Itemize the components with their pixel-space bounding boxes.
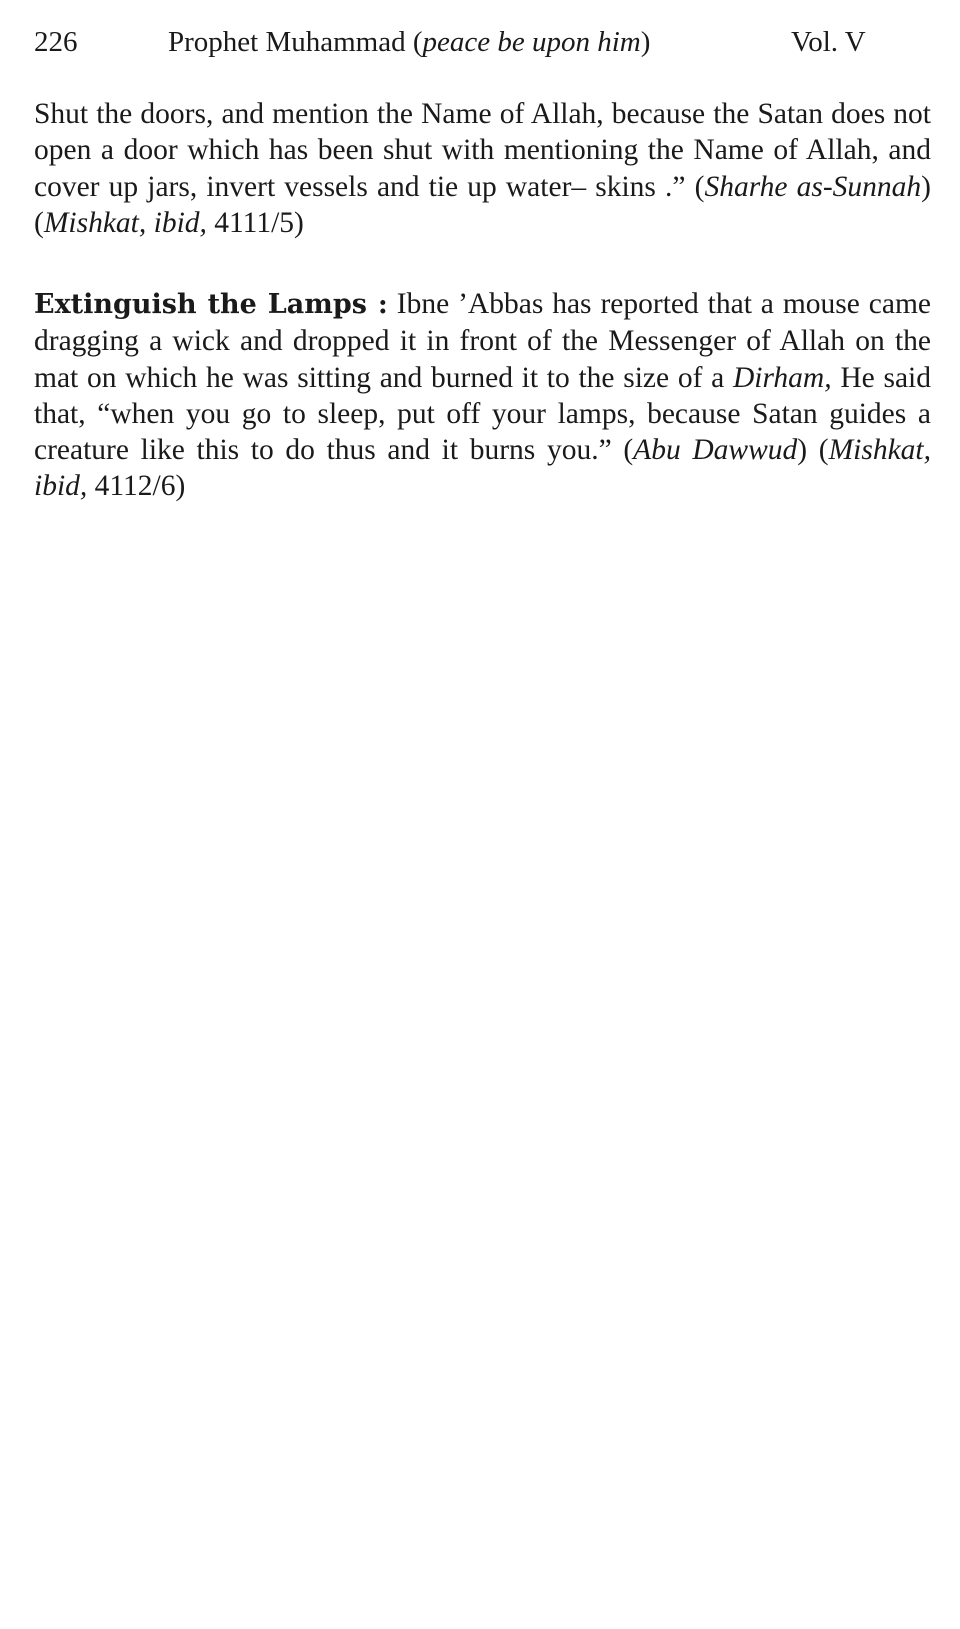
citation-open: ( <box>611 434 634 467</box>
book-title <box>168 22 650 62</box>
citation-source-1: Abu Dawwud <box>633 434 798 467</box>
citation-number: 4111/5) <box>206 206 304 239</box>
book-title-close: ) <box>640 26 651 58</box>
citation-source-2: Mishkat, ibid, <box>43 206 207 239</box>
book-title-main: Prophet Muhammad ( <box>168 26 423 58</box>
paragraph-lamps-text-b: He said that, “when you go to sleep, put off your lamps, because Satan guides a creature like this to do thus and it burns you.” <box>34 361 932 467</box>
citation-number: 4112/6) <box>87 470 186 503</box>
paragraph-doors <box>34 96 931 241</box>
paragraph-lamps <box>34 286 931 505</box>
paragraph-lamps-text-a: Ibne ’Abbas has reported that a mouse came dragging a wick and dropped it in front of the Messenger of Allah on the mat on which he was sitting and burned it to the size of a <box>34 288 931 394</box>
citation-source-2: Mishkat, ibid, <box>34 434 931 503</box>
paragraph-doors-text: Shut the doors, and mention the Name of Allah, because the Satan does not open a door which has been shut with mentioning the Name of Allah, and cover up jars, invert vessels and tie up water– skins .” <box>34 98 931 203</box>
citation-separator: ) ( <box>34 170 931 239</box>
volume-label: Vol. V <box>791 26 866 58</box>
page-number: 226 <box>34 26 78 58</box>
dirham-term: Dirham, <box>732 361 832 394</box>
citation-source-1: Sharhe as-Sunnah <box>704 170 922 203</box>
section-heading: Extinguish the Lamps : <box>34 289 388 320</box>
citation-separator: ) ( <box>797 434 829 467</box>
running-header <box>34 22 896 62</box>
book-title-honorific: peace be upon him <box>422 26 641 58</box>
citation-open: ( <box>685 170 705 203</box>
